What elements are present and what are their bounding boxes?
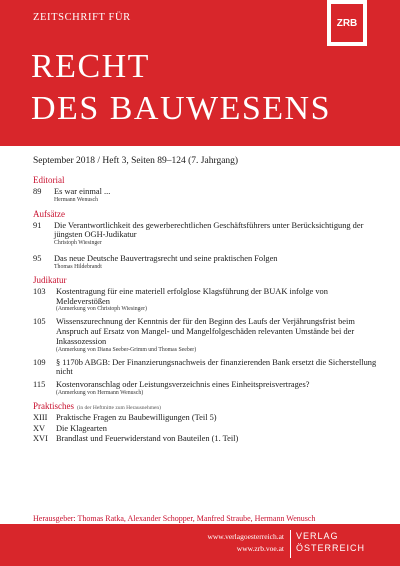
- entry-title: Praktische Fragen zu Baubewilligungen (Teil 5): [56, 412, 217, 422]
- page-number: XIII: [33, 412, 48, 422]
- verlag-logo-line2: ÖSTERREICH: [296, 543, 366, 554]
- toc-entry[interactable]: [33, 317, 383, 354]
- toc-entry[interactable]: [33, 380, 383, 398]
- page-number: XVI: [33, 434, 48, 444]
- zrb-badge: [327, 0, 367, 46]
- journal-title-line1: RECHT: [31, 48, 150, 85]
- entry-title: § 1170b ABGB: Der Finanzierungsnachweis der finanzierenden Bank ersetzt die Sicherstellung nicht: [56, 357, 377, 377]
- toc-entry[interactable]: [33, 413, 383, 423]
- journal-title-line2: DES BAUWESENS: [31, 90, 332, 127]
- entry-title: Es war einmal ...: [54, 187, 111, 196]
- footer-urls: [172, 531, 284, 554]
- footer-divider: [290, 530, 291, 558]
- page-number: 95: [33, 254, 42, 264]
- entry-author: Thomas Hildebrandt: [54, 263, 102, 270]
- toc-entry[interactable]: [33, 254, 383, 272]
- entry-title: Das neue Deutsche Bauvertragsrecht und seine praktischen Folgen: [54, 254, 278, 264]
- entry-author: (Anmerkung von Hermann Wenusch): [56, 390, 144, 396]
- section-heading-judikatur: Judikatur: [33, 274, 67, 285]
- verlag-logo: [296, 530, 365, 554]
- entry-author: (Anmerkung von Diana Seeber-Grimm und Thomas Seeber): [56, 346, 197, 353]
- page-number: 109: [33, 357, 46, 367]
- section-heading-praktisches: [33, 401, 383, 411]
- url-verlag[interactable]: www.verlagoesterreich.at: [207, 532, 284, 541]
- entry-author: Christoph Wiesinger: [54, 240, 102, 247]
- toc-entry[interactable]: [33, 358, 383, 378]
- cover-footer: [0, 524, 400, 566]
- verlag-logo-line1: VERLAG: [296, 531, 339, 541]
- issue-info: September 2018 / Heft 3, Seiten 89–124 (7. Jahrgang): [33, 156, 239, 166]
- journal-overline: ZEITSCHRIFT FÜR: [33, 12, 131, 23]
- page-number: XV: [33, 423, 46, 433]
- entry-title: Die Verantwortlichkeit des gewerberechtlichen Geschäftsführers unter Berücksichtigung der jüngsten OGH-Judikatur: [54, 220, 364, 240]
- url-zrb[interactable]: www.zrb.voe.at: [236, 543, 284, 553]
- page-number: 115: [33, 380, 46, 390]
- entry-author: (Anmerkung von Christoph Wiesinger): [56, 306, 147, 313]
- toc-entry[interactable]: [33, 434, 383, 444]
- toc-entry[interactable]: [33, 287, 383, 314]
- table-of-contents: [33, 175, 383, 447]
- page-number: 91: [33, 220, 42, 230]
- entry-title: Kostenvoranschlag oder Leistungsverzeichnis eines Einheitspreisvertrages?: [56, 380, 310, 390]
- toc-entry[interactable]: [33, 221, 383, 248]
- page-number: 103: [33, 286, 46, 296]
- entry-title: Wissenszurechnung der Kenntnis der für den Beginn des Laufs der Verjährungsfrist beim Anspruch auf Ersatz von Mangel- und Mangelfolgeschäden relevanten Umstände bei der Inkassozession: [56, 317, 355, 346]
- entry-author: Hermann Wenusch: [54, 196, 99, 203]
- zrb-badge-label: ZRB: [331, 4, 363, 42]
- section-heading-label: Praktisches: [33, 400, 74, 411]
- page-number: 105: [33, 317, 46, 327]
- page-number: 89: [33, 187, 42, 196]
- publisher-line: Herausgeber: Thomas Ratka, Alexander Schopper, Manfred Straube, Hermann Wenusch: [33, 514, 316, 523]
- section-note: (in der Heftmitte zum Herausnehmen): [77, 404, 161, 411]
- toc-entry[interactable]: [33, 424, 383, 434]
- entry-title: Brandlast und Feuerwiderstand von Bauteilen (1. Teil): [56, 434, 239, 444]
- entry-title: Die Klagearten: [56, 423, 107, 433]
- section-heading-aufsaetze: Aufsätze: [33, 208, 65, 219]
- section-heading-editorial: Editorial: [33, 175, 65, 185]
- cover-header: [0, 0, 400, 146]
- entry-title: Kostentragung für eine materiell erfolglose Klagsführung der BUAK infolge von Meldeverstößen: [56, 286, 328, 306]
- toc-entry[interactable]: [33, 187, 383, 205]
